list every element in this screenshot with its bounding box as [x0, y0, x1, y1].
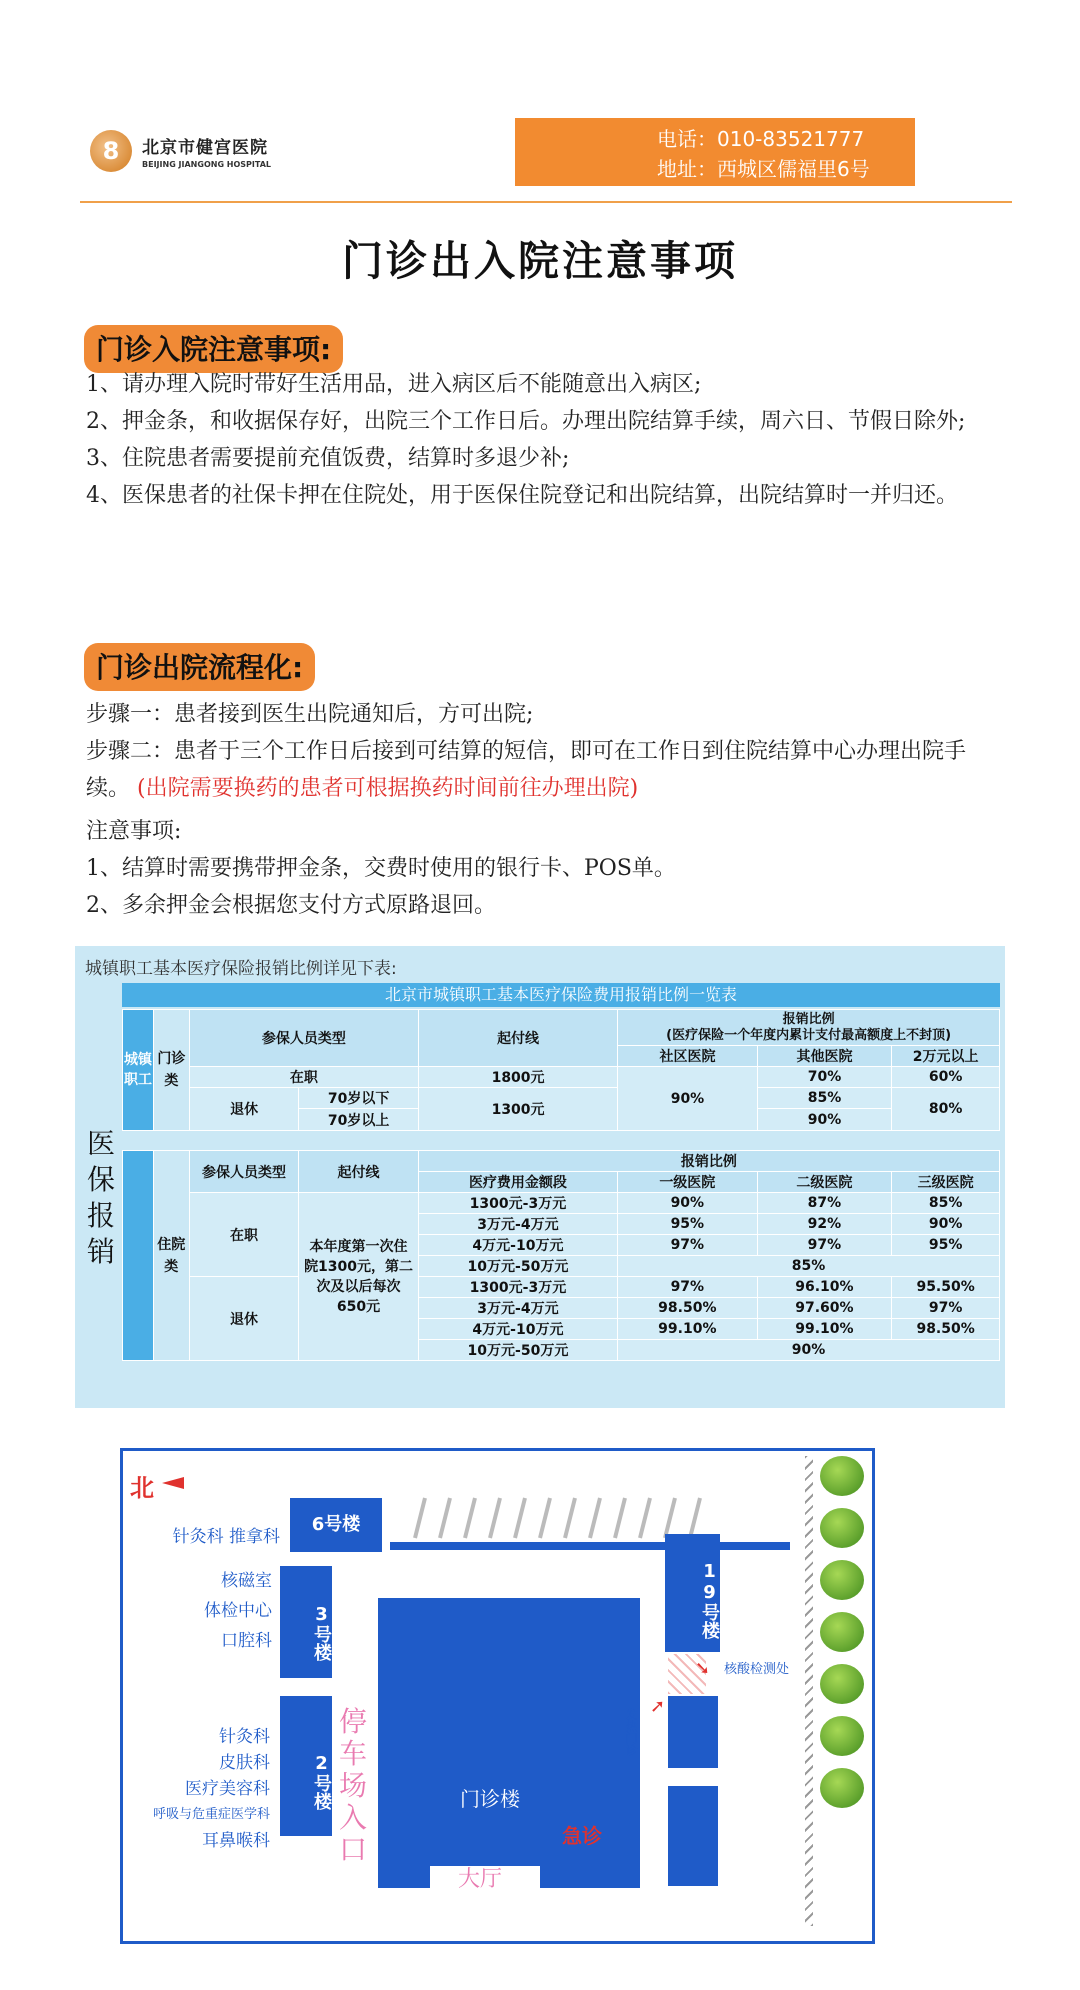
inpatient-header-threshold: 起付线: [299, 1151, 419, 1193]
address: 地址：西城区儒福里6号: [657, 157, 870, 181]
step-two-note: (出院需要换药的患者可根据换药时间前往办理出院): [137, 776, 639, 801]
inpatient-category: 住院类: [153, 1151, 189, 1361]
over20k-retired-rate: 80%: [892, 1088, 1000, 1131]
inpatient-threshold: 本年度第一次住院1300元，第二次及以后每次650元: [299, 1193, 419, 1361]
boundary-wall: [805, 1456, 813, 1926]
insurance-intro: 城镇职工基本医疗保险报销比例详见下表:: [85, 959, 397, 979]
step-two: 步骤二：患者于三个工作日后接到可结算的短信，即可在工作日到住院结算中心办理出院手续。: [86, 739, 967, 801]
rate-cell: 85%: [618, 1256, 1000, 1277]
rate-cell: 85%: [892, 1193, 1000, 1214]
tree-icon: [820, 1664, 864, 1704]
range-cell: 4万元-10万元: [418, 1319, 617, 1340]
col-over20k: 2万元以上: [892, 1046, 1000, 1067]
inpatient-retired-label: 退休: [189, 1277, 299, 1361]
section2-steps: [86, 696, 1006, 924]
insurance-section: [75, 946, 1005, 1408]
dept-label: 口腔科: [221, 1631, 272, 1651]
table-row: [123, 1193, 1000, 1214]
north-label: 北: [130, 1474, 154, 1502]
list-item: 3、住院患者需要提前充值饭费，结算时多退少补;: [86, 446, 570, 471]
rate-cell: 98.50%: [618, 1298, 758, 1319]
range-cell: 3万元-4万元: [418, 1214, 617, 1235]
arrow-icon: ➚: [650, 1696, 666, 1717]
header-ratio-label: 报销比例: [782, 1011, 835, 1027]
contact-box: [515, 118, 915, 186]
col-level3: 三级医院: [892, 1172, 1000, 1193]
header-ratio: [618, 1010, 1000, 1046]
rate-cell: 97%: [892, 1298, 1000, 1319]
dept-label: 皮肤科: [219, 1753, 270, 1773]
arrow-icon: ➘: [695, 1658, 711, 1679]
dept-label: 体检中心: [204, 1601, 272, 1621]
col-other: 其他医院: [757, 1046, 892, 1067]
inpatient-employed-label: 在职: [189, 1193, 299, 1277]
list-item: 1、请办理入院时带好生活用品，进入病区后不能随意出入病区;: [86, 372, 702, 397]
inpatient-header-type: 参保人员类型: [189, 1151, 299, 1193]
range-cell: 4万元-10万元: [418, 1235, 617, 1256]
parking-entrance: 停车场入口: [338, 1705, 367, 1866]
depts-building2: [120, 1724, 270, 1854]
outpatient-category: 门诊类: [153, 1010, 189, 1131]
building-6: 6号楼: [290, 1498, 382, 1552]
building-19-south: [668, 1786, 718, 1886]
hospital-name-en: BEIJING JIANGONG HOSPITAL: [142, 160, 272, 169]
rate-cell: 90%: [892, 1214, 1000, 1235]
col-community: 社区医院: [618, 1046, 758, 1067]
hospital-name-cn: 北京市健宫医院: [142, 138, 268, 158]
tree-icon: [820, 1508, 864, 1548]
range-cell: 10万元-50万元: [418, 1256, 617, 1277]
list-item: 2、多余押金会根据您支付方式原路退回。: [86, 893, 496, 918]
other-under70-rate: 85%: [757, 1088, 892, 1109]
depts-building3: [140, 1566, 272, 1656]
page-title: 门诊出入院注意事项: [342, 237, 738, 285]
rate-cell: 87%: [757, 1193, 892, 1214]
rate-cell: 96.10%: [757, 1277, 892, 1298]
range-cell: 10万元-50万元: [418, 1340, 617, 1361]
building-19-annex: [668, 1696, 718, 1768]
rate-cell: 90%: [618, 1193, 758, 1214]
dept-label: 核磁室: [221, 1571, 272, 1591]
range-cell: 1300元-3万元: [418, 1193, 617, 1214]
dept-label: 耳鼻喉科: [202, 1831, 270, 1851]
rate-cell: 97.60%: [757, 1298, 892, 1319]
rate-cell: 95.50%: [892, 1277, 1000, 1298]
logo-emblem-icon: 8: [90, 130, 132, 172]
top-wall: [390, 1542, 790, 1550]
outpatient-label: 门诊楼: [460, 1787, 520, 1811]
tree-icon: [820, 1716, 864, 1756]
rate-cell: 99.10%: [757, 1319, 892, 1340]
rate-cell: 99.10%: [618, 1319, 758, 1340]
notes-label: 注意事项:: [86, 819, 182, 844]
north-arrow-icon: [162, 1477, 184, 1489]
dept-label: 医疗美容科: [185, 1779, 270, 1799]
col-level2: 二级医院: [757, 1172, 892, 1193]
building-19: 19号楼: [665, 1534, 720, 1652]
inpatient-table: [122, 1150, 1000, 1361]
rate-cell: 97%: [618, 1277, 758, 1298]
header-range: 医疗费用金额段: [418, 1172, 617, 1193]
section2-heading: 门诊出院流程化:: [84, 643, 315, 691]
emergency-label: 急诊: [562, 1824, 602, 1848]
depts-building6: 针灸科 推拿科: [172, 1527, 280, 1547]
tree-icon: [820, 1612, 864, 1652]
other-employed-rate: 70%: [757, 1067, 892, 1088]
list-item: 1、结算时需要携带押金条，交费时使用的银行卡、POS单。: [86, 856, 676, 881]
other-over70-rate: 90%: [757, 1109, 892, 1131]
rate-cell: 97%: [618, 1235, 758, 1256]
table-title: 北京市城镇职工基本医疗保险费用报销比例一览表: [122, 983, 1000, 1007]
employed-threshold: 1800元: [418, 1067, 617, 1088]
range-cell: 3万元-4万元: [418, 1298, 617, 1319]
col-level1: 一级医院: [618, 1172, 758, 1193]
list-item: 2、押金条，和收据保存好，出院三个工作日后。办理出院结算手续，周六日、节假日除外;: [86, 409, 966, 434]
over20k-employed-rate: 60%: [892, 1067, 1000, 1088]
tree-icon: [820, 1768, 864, 1808]
community-rate: 90%: [618, 1067, 758, 1131]
hospital-logo: [90, 130, 271, 172]
table-row: [123, 1277, 1000, 1298]
tree-icon: [820, 1456, 864, 1496]
rate-cell: 90%: [618, 1340, 1000, 1361]
step-one: 步骤一：患者接到医生出院通知后，方可出院;: [86, 702, 534, 727]
header-divider: [80, 201, 1012, 203]
insurance-side-label: 医保报销: [86, 1127, 115, 1268]
header-threshold: 起付线: [418, 1010, 617, 1067]
employed-label: 在职: [189, 1067, 418, 1088]
building-3: 3号楼: [280, 1566, 332, 1678]
fever-clinic-label: 发热门诊: [624, 1708, 638, 1756]
section1-heading: 门诊入院注意事项:: [84, 325, 343, 373]
rate-cell: 95%: [892, 1235, 1000, 1256]
dept-label: 针灸科: [219, 1727, 270, 1747]
phone-number: 电话：010-83521777: [657, 127, 865, 151]
header: [0, 0, 1080, 205]
under70-label: 70岁以下: [299, 1088, 419, 1109]
rate-cell: 92%: [757, 1214, 892, 1235]
nucleic-test-label: 核酸检测处: [724, 1662, 790, 1677]
retired-threshold: 1300元: [418, 1088, 617, 1131]
dept-label: 呼吸与危重症医学科: [152, 1807, 270, 1822]
building-2: 2号楼: [280, 1696, 332, 1836]
group-label: 城镇职工: [123, 1010, 154, 1131]
header-type: 参保人员类型: [189, 1010, 418, 1067]
header-ratio-note: (医疗保险一个年度内累计支付最高额度上不封顶): [666, 1027, 952, 1043]
rate-cell: 98.50%: [892, 1319, 1000, 1340]
rate-cell: 95%: [618, 1214, 758, 1235]
outpatient-table: [122, 1009, 1000, 1131]
retired-label: 退休: [189, 1088, 299, 1131]
lobby-label: 大厅: [458, 1867, 503, 1892]
inpatient-header-ratio: 报销比例: [418, 1151, 999, 1172]
over70-label: 70岁以上: [299, 1109, 419, 1131]
rate-cell: 97%: [757, 1235, 892, 1256]
hospital-map: [120, 1448, 880, 1948]
list-item: 4、医保患者的社保卡押在住院处，用于医保住院登记和出院结算，出院结算时一并归还。: [86, 483, 959, 508]
range-cell: 1300元-3万元: [418, 1277, 617, 1298]
section1-list: [86, 366, 1006, 514]
tree-icon: [820, 1560, 864, 1600]
